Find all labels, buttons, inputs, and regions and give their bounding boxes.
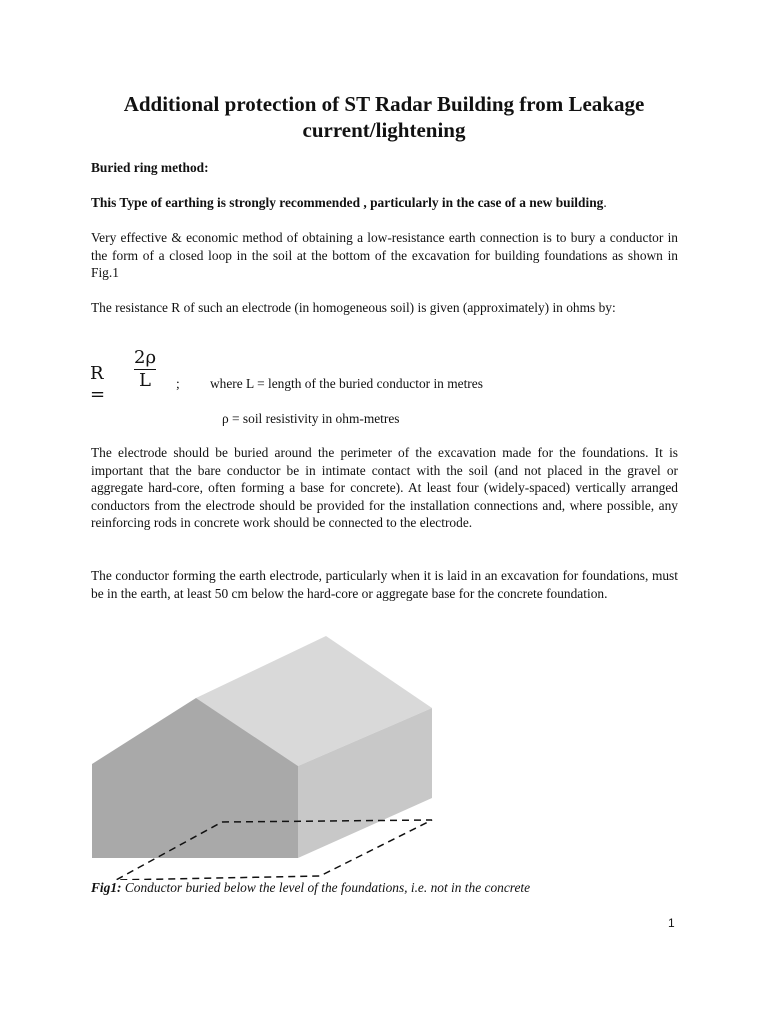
formula-denominator: L <box>139 370 151 391</box>
recommendation-period: . <box>603 195 607 210</box>
paragraph-effective-method: Very effective & economic method of obtaining a low-resistance earth connection is to bury a conductor in the form of a closed loop in the soil at the bottom of the excavation for building foundations as shown in Fig.1 <box>91 230 678 281</box>
where-resistivity-definition: ρ = soil resistivity in ohm-metres <box>222 411 400 426</box>
paragraph-resistance: The resistance R of such an electrode (in homogeneous soil) is given (approximately) in ohms by: <box>91 300 616 315</box>
where-length-definition: where L = length of the buried conductor in metres <box>210 376 483 391</box>
paragraph-perimeter: The electrode should be buried around the perimeter of the excavation made for the foundations. It is important that the bare conductor be in intimate contact with the soil (and not placed in the gravel or aggregate hard-core, often forming a base for concrete). At least four (widely-spaced) vertically arranged conductors from the electrode should be provided for the installation connections and, where possible, any reinforcing rods in concrete work should be connected to the electrode. <box>91 445 678 531</box>
page-number: 1 <box>668 916 675 930</box>
recommendation-text: This Type of earthing is strongly recommended , particularly in the case of a new building <box>91 195 604 210</box>
figure-caption <box>91 880 530 896</box>
recommendation-paragraph <box>91 194 678 212</box>
formula-separator: ; <box>176 376 180 391</box>
page-title: Additional protection of ST Radar Building from Leakage current/lightening <box>123 92 645 142</box>
formula-lhs: R = <box>90 363 106 405</box>
formula-fraction <box>134 347 156 392</box>
figure-caption-label: Fig1: <box>91 880 122 895</box>
figure-caption-text: Conductor buried below the level of the foundations, i.e. not in the concrete <box>121 880 531 895</box>
formula-numerator: 2ρ <box>134 347 157 368</box>
paragraph-depth: The conductor forming the earth electrode, particularly when it is laid in an excavation for foundations, must be in the earth, at least 50 cm below the hard-core or aggregate base for the concrete foundation. <box>91 568 678 601</box>
building-figure <box>88 636 440 880</box>
section-heading: Buried ring method: <box>91 160 209 175</box>
